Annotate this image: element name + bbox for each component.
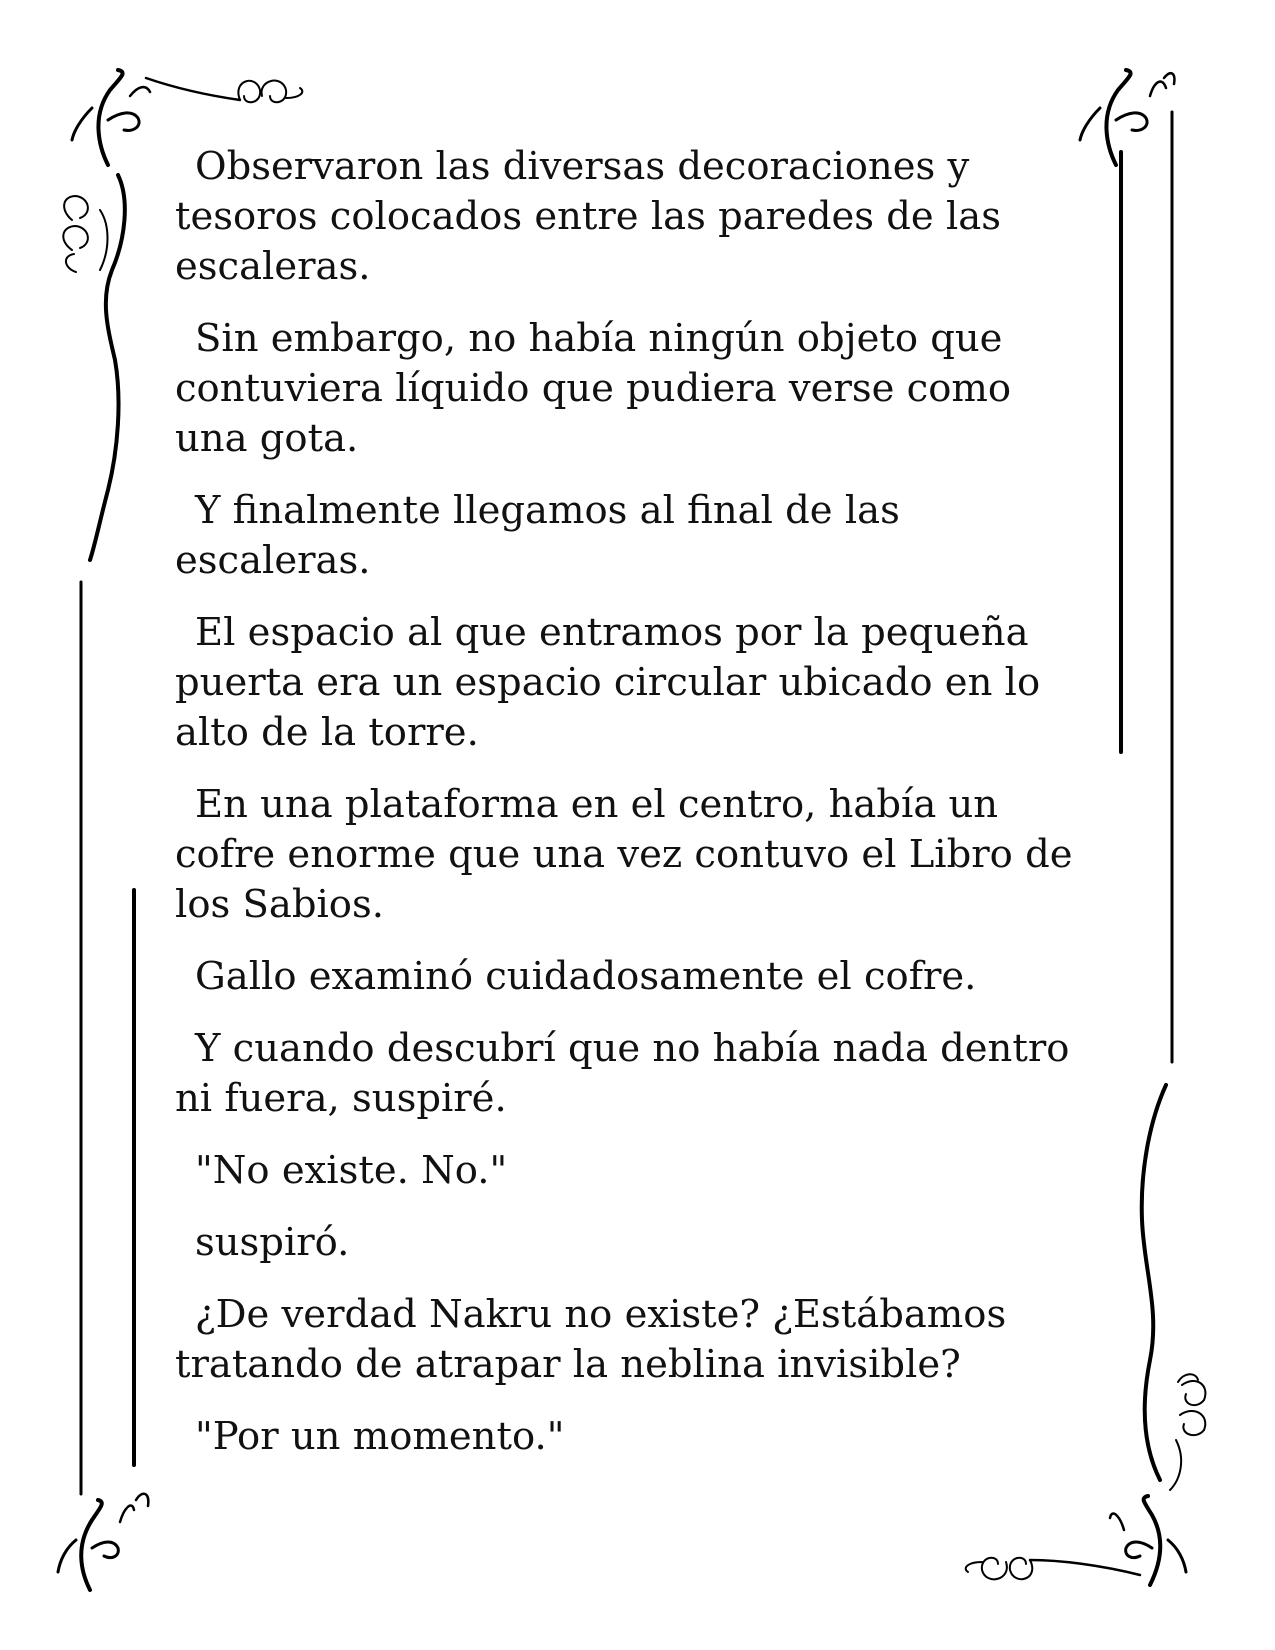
paragraph: Observaron las diversas decoraciones y tesoros colocados entre las paredes de las escaleras.: [175, 144, 1001, 289]
paragraph: suspiró.: [195, 1220, 350, 1265]
paragraph: ¿De verdad Nakru no existe? ¿Estábamos tratando de atrapar la neblina invisible?: [175, 1292, 1007, 1387]
paragraph: "No existe. No.": [195, 1148, 508, 1193]
paragraph: "Por un momento.": [195, 1414, 565, 1459]
paragraph: En una plataforma en el centro, había un cofre enorme que una vez contuvo el Libro de los Sabios.: [175, 782, 1073, 927]
paragraph: Gallo examinó cuidadosamente el cofre.: [195, 954, 977, 999]
flourish-bottom-left-icon: [58, 1494, 148, 1590]
page-text: [175, 142, 1095, 1484]
paragraph: Y finalmente llegamos al final de las escaleras.: [175, 488, 900, 583]
paragraph: Y cuando descubrí que no había nada dentro ni fuera, suspiré.: [175, 1026, 1070, 1121]
paragraph: Sin embargo, no había ningún objeto que contuviera líquido que pudiera verse como una gota.: [175, 316, 1012, 461]
paragraph: El espacio al que entramos por la pequeña puerta era un espacio circular ubicado en lo alto de la torre.: [175, 610, 1041, 755]
